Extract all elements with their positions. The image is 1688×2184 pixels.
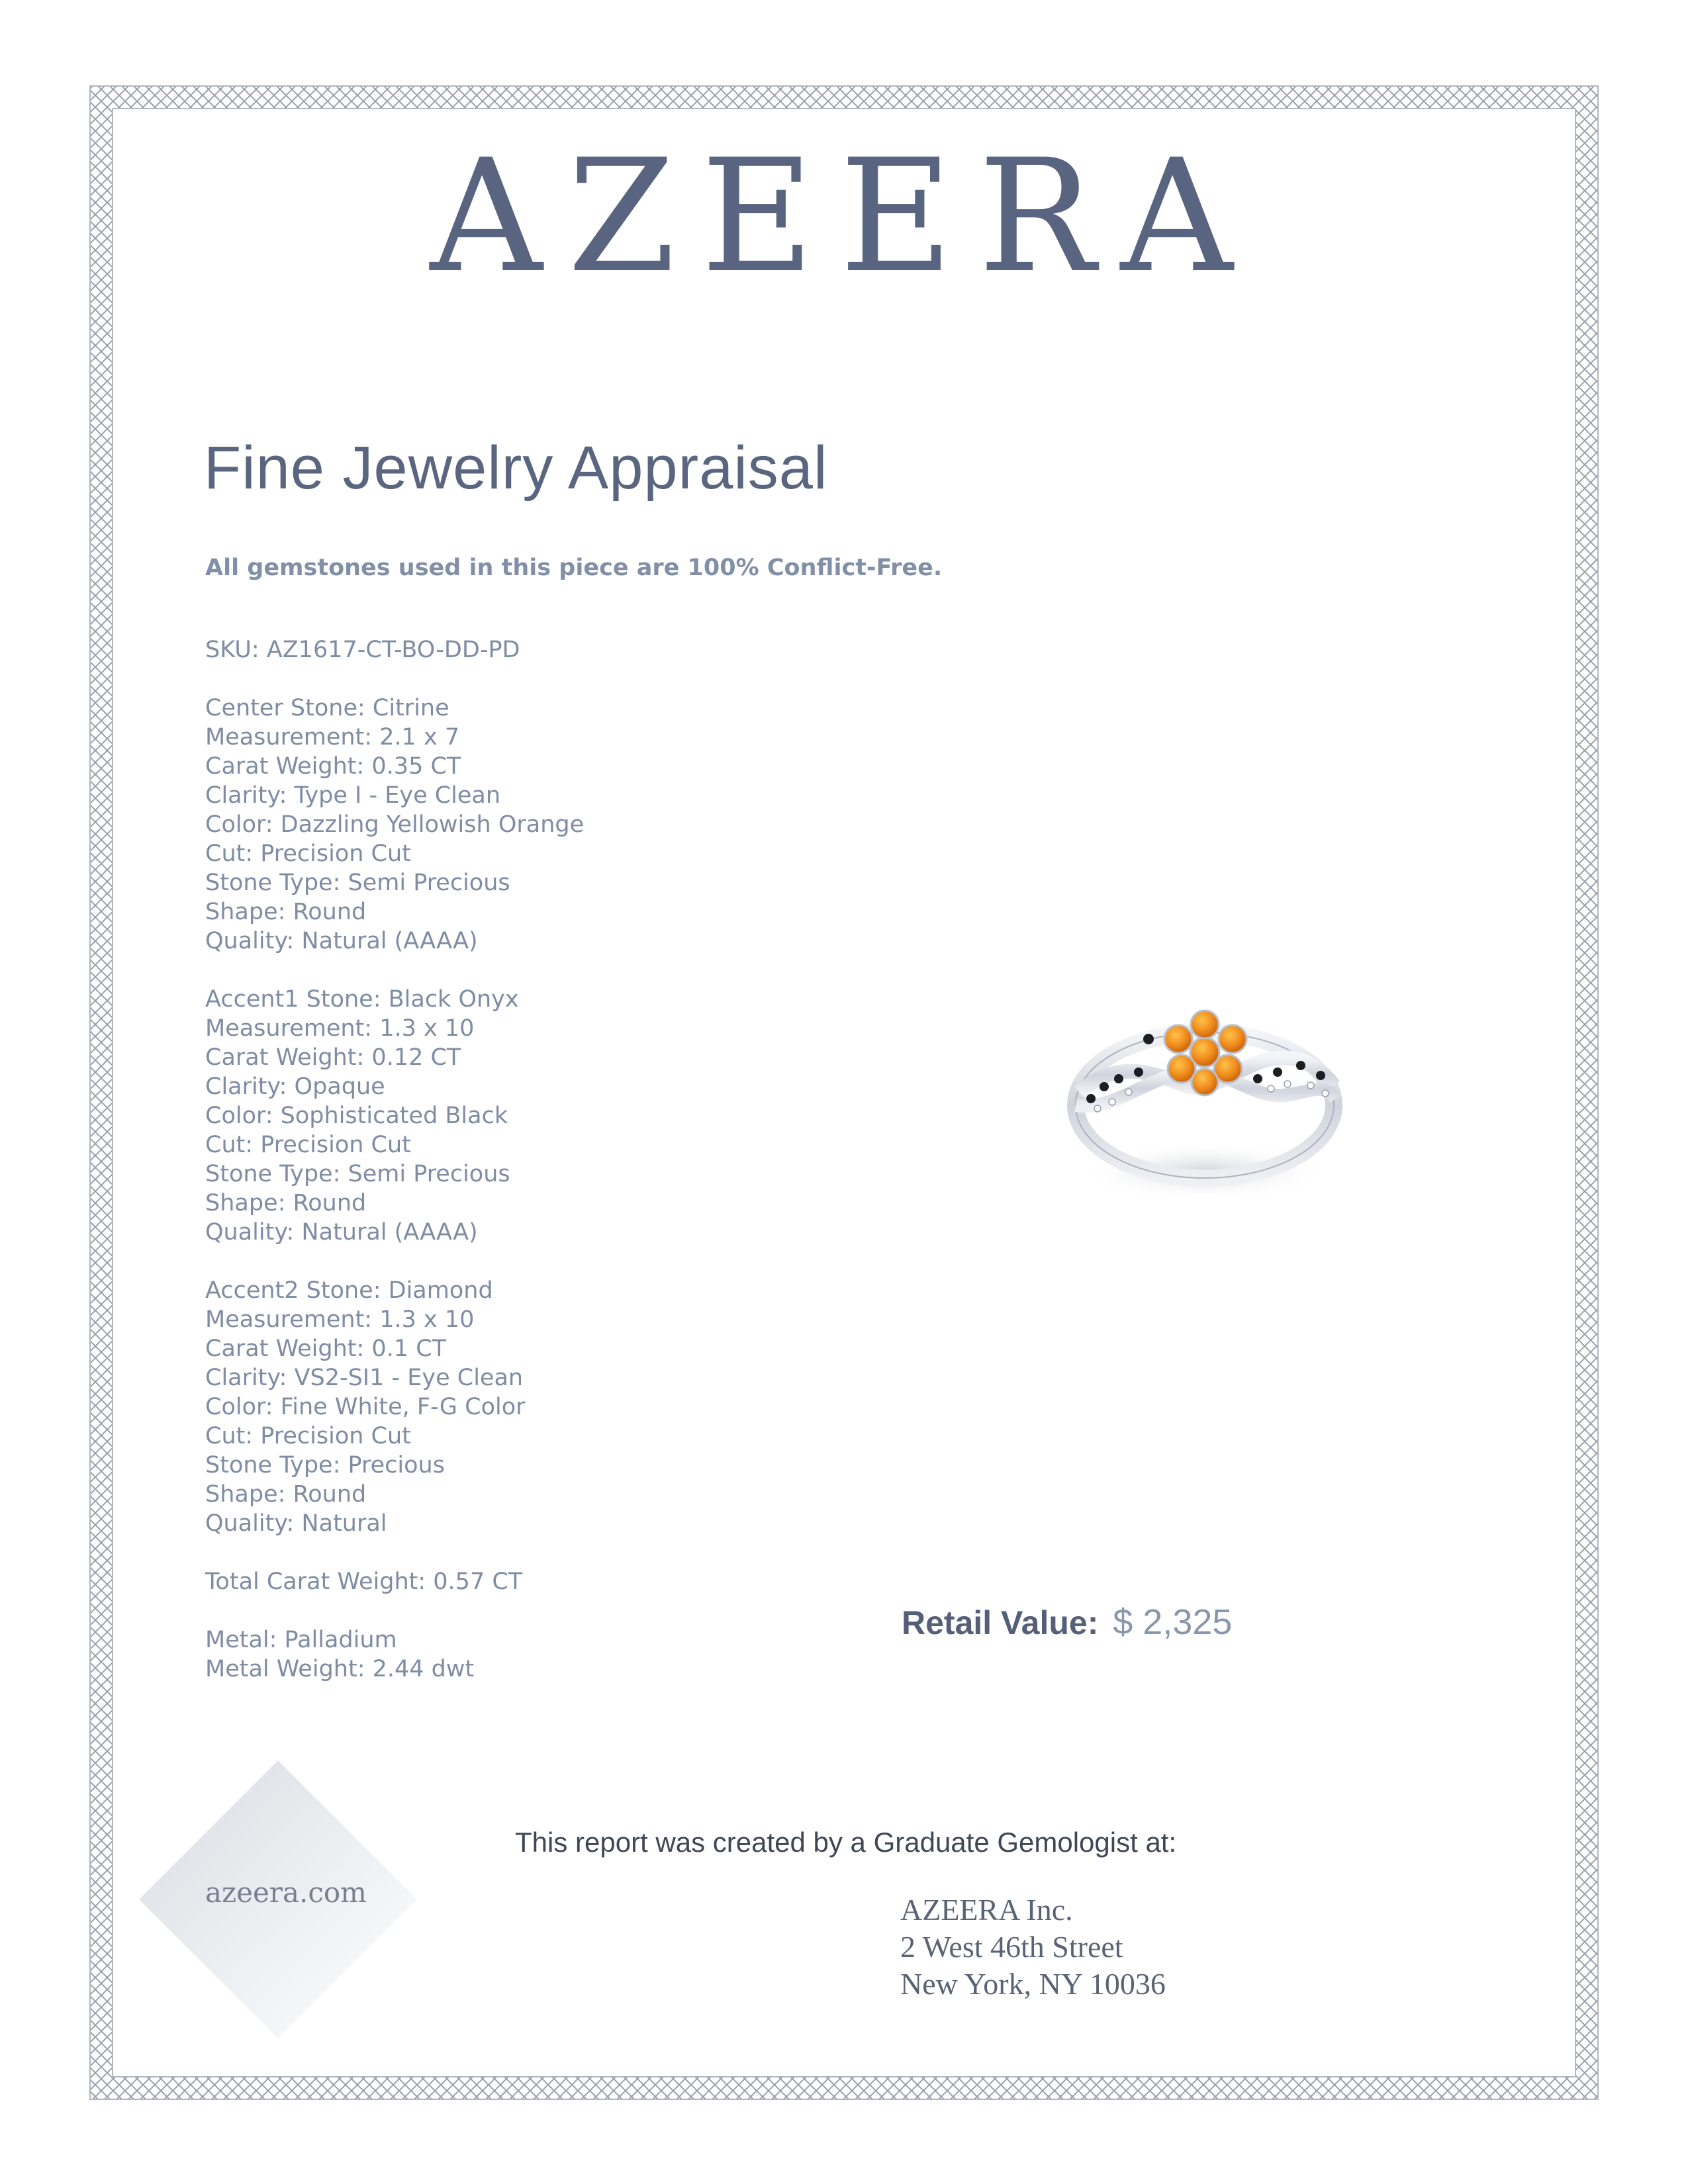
- accent1-measurement: Measurement: 1.3 x 10: [205, 1015, 475, 1042]
- center-stone-cut: Cut: Precision Cut: [205, 841, 411, 867]
- center-stone-color: Color: Dazzling Yellowish Orange: [205, 811, 585, 838]
- center-stone-measurement: Measurement: 2.1 x 7: [205, 724, 460, 751]
- conflict-free-note: All gemstones used in this piece are 100% Conflict-Free.: [205, 555, 943, 581]
- center-stone-carat: Carat Weight: 0.35 CT: [205, 753, 461, 780]
- website-link[interactable]: azeera.com: [205, 1876, 367, 1909]
- sku-line: SKU: AZ1617-CT-BO-DD-PD: [205, 637, 520, 663]
- address-company: AZEERA Inc.: [900, 1893, 1073, 1927]
- accent2-color: Color: Fine White, F-G Color: [205, 1394, 526, 1420]
- page-title: Fine Jewelry Appraisal: [204, 434, 828, 502]
- accent1-color: Color: Sophisticated Black: [205, 1103, 508, 1129]
- ring-image: [1039, 973, 1370, 1218]
- accent1-group: [205, 985, 933, 1247]
- center-stone-quality: Quality: Natural (AAAA): [205, 928, 478, 954]
- center-stone-name: Center Stone: Citrine: [205, 695, 449, 721]
- accent2-clarity: Clarity: VS2-SI1 - Eye Clean: [205, 1365, 524, 1391]
- address-city: New York, NY 10036: [900, 1967, 1166, 2001]
- accent2-quality: Quality: Natural: [205, 1510, 387, 1537]
- total-carat-weight: Total Carat Weight: 0.57 CT: [205, 1569, 523, 1595]
- specification-list: [205, 635, 933, 1713]
- accent2-type: Stone Type: Precious: [205, 1452, 445, 1479]
- accent1-clarity: Clarity: Opaque: [205, 1073, 385, 1100]
- accent1-type: Stone Type: Semi Precious: [205, 1161, 510, 1187]
- center-stone-group: [205, 694, 933, 956]
- retail-value: [902, 1602, 1232, 1643]
- accent2-shape: Shape: Round: [205, 1481, 367, 1508]
- total-carat-group: [205, 1567, 933, 1596]
- center-stone-clarity: Clarity: Type I - Eye Clean: [205, 782, 501, 809]
- accent2-measurement: Measurement: 1.3 x 10: [205, 1306, 475, 1333]
- accent1-shape: Shape: Round: [205, 1190, 367, 1216]
- center-stone-shape: Shape: Round: [205, 899, 367, 925]
- accent2-name: Accent2 Stone: Diamond: [205, 1277, 493, 1304]
- retail-value-label: Retail Value:: [902, 1604, 1099, 1641]
- accent2-group: [205, 1276, 933, 1538]
- metal-weight: Metal Weight: 2.44 dwt: [205, 1656, 475, 1682]
- accent1-cut: Cut: Precision Cut: [205, 1132, 411, 1158]
- accent2-cut: Cut: Precision Cut: [205, 1423, 411, 1449]
- brand-logo: AZEERA: [430, 126, 1258, 307]
- metal-group: [205, 1625, 933, 1684]
- metal-type: Metal: Palladium: [205, 1627, 397, 1653]
- retail-value-amount: $ 2,325: [1113, 1602, 1233, 1642]
- accent1-name: Accent1 Stone: Black Onyx: [205, 986, 519, 1013]
- center-stone-type: Stone Type: Semi Precious: [205, 870, 510, 896]
- company-address: [900, 1891, 1166, 2003]
- gemologist-note: This report was created by a Graduate Gemologist at:: [515, 1827, 1177, 1858]
- address-street: 2 West 46th Street: [900, 1930, 1123, 1964]
- sku-group: [205, 635, 933, 664]
- accent1-quality: Quality: Natural (AAAA): [205, 1219, 478, 1246]
- accent2-carat: Carat Weight: 0.1 CT: [205, 1336, 447, 1362]
- accent1-carat: Carat Weight: 0.12 CT: [205, 1044, 461, 1071]
